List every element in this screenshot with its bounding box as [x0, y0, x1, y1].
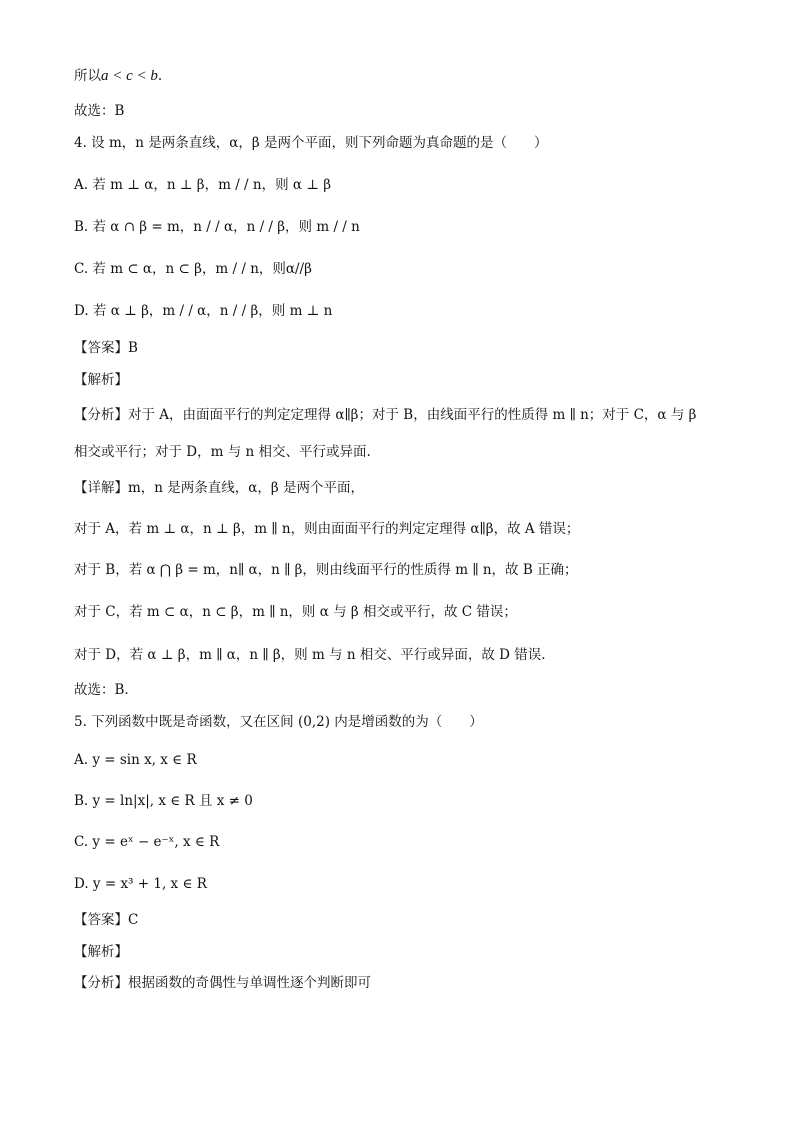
- question-stem: 5. 下列函数中既是奇函数，又在区间 (0,2) 内是增函数的为（ ）: [74, 714, 483, 730]
- analysis-text: 相交或平行；对于 D，m 与 n 相交、平行或异面.: [74, 444, 371, 460]
- detail-text: 【详解】m，n 是两条直线，α，β 是两个平面，: [74, 480, 364, 496]
- detail-text: 对于 A，若 m ⊥ α，n ⊥ β，m ∥ n，则由面面平行的判定定理得 α∥β，故 A 错误；: [74, 521, 580, 537]
- analysis-text: 【分析】根据函数的奇偶性与单调性逐个判断即可: [74, 975, 371, 991]
- answer-label: 【答案】B: [74, 340, 138, 356]
- option-d: D. y = x³ + 1, x ∈ R: [74, 876, 207, 892]
- option-c: C. y = eˣ − e⁻ˣ, x ∈ R: [74, 834, 220, 850]
- text-run: 所以: [74, 68, 101, 84]
- option-c: C. 若 m ⊂ α，n ⊂ β，m / / n，则α//β: [74, 261, 312, 277]
- option-a: A. 若 m ⊥ α，n ⊥ β，m / / n，则 α ⊥ β: [74, 177, 332, 193]
- option-b: B. 若 α ∩ β = m，n / / α，n / / β，则 m / / n: [74, 219, 360, 235]
- detail-text: 对于 B，若 α ⋂ β = m，n∥ α，n ∥ β，则由线面平行的性质得 m ∥ n，故 B 正确；: [74, 562, 578, 578]
- text-line: 故选：B: [74, 103, 125, 119]
- option-b: B. y = ln|x|, x ∈ R 且 x ≠ 0: [74, 793, 253, 809]
- option-d: D. 若 α ⊥ β，m / / α，n / / β，则 m ⊥ n: [74, 303, 333, 319]
- analysis-label: 【解析】: [74, 944, 128, 960]
- inequality-math: a < c < b: [101, 68, 158, 84]
- answer-label: 【答案】C: [74, 912, 139, 928]
- detail-text: 对于 C，若 m ⊂ α，n ⊂ β，m ∥ n，则 α 与 β 相交或平行，故 C 错误；: [74, 604, 517, 620]
- analysis-text: 【分析】对于 A，由面面平行的判定定理得 α∥β；对于 B，由线面平行的性质得 m ∥ n；对于 C，α 与 β: [74, 407, 697, 423]
- question-stem: 4. 设 m，n 是两条直线，α，β 是两个平面，则下列命题为真命题的是（ ）: [74, 135, 548, 151]
- text-run: .: [157, 68, 163, 84]
- text-line: [74, 66, 162, 86]
- analysis-label: 【解析】: [74, 372, 128, 388]
- detail-text: 对于 D，若 α ⊥ β，m ∥ α，n ∥ β，则 m 与 n 相交、平行或异面，故 D 错误.: [74, 647, 546, 663]
- conclusion: 故选：B.: [74, 682, 129, 698]
- option-a: A. y = sin x, x ∈ R: [74, 752, 197, 768]
